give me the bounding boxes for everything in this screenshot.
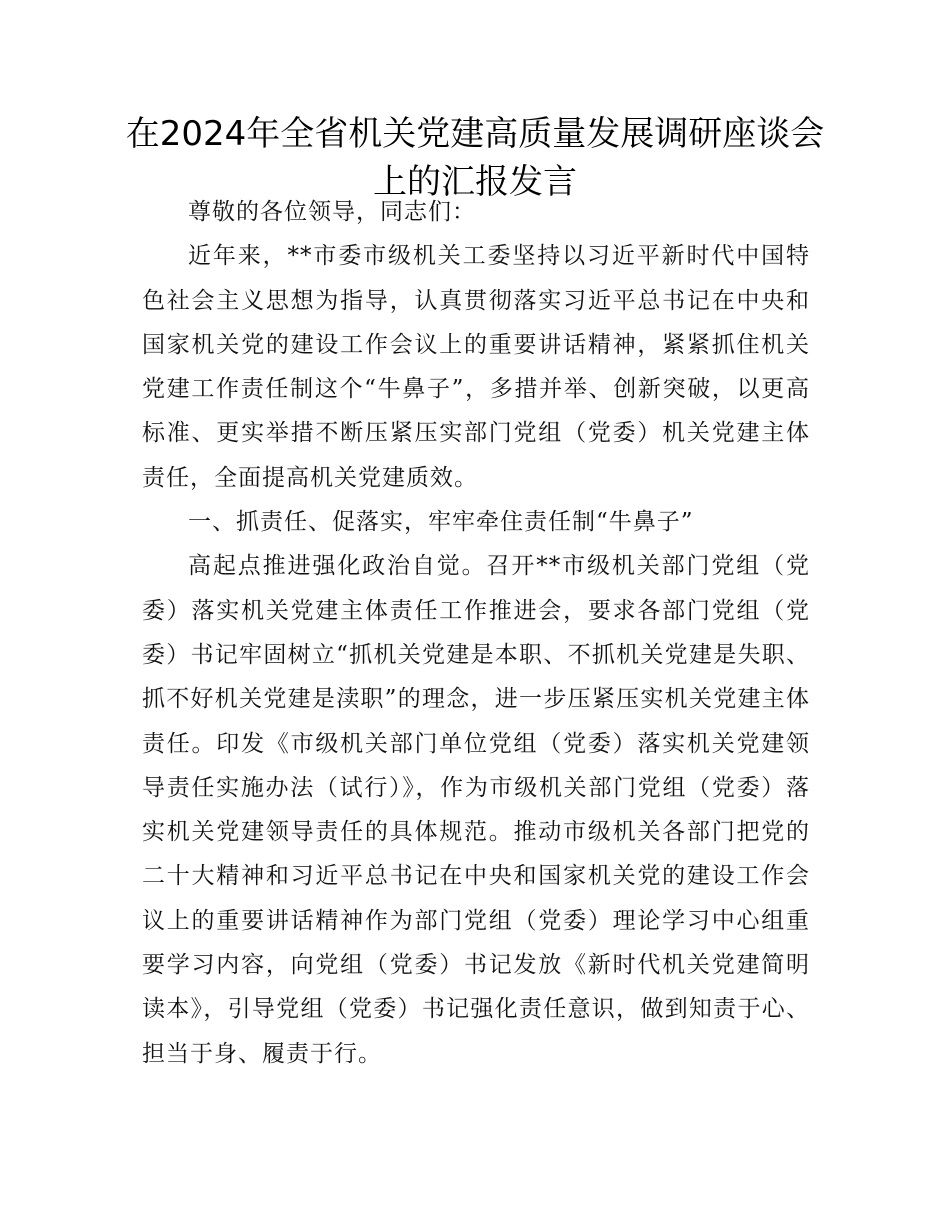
body-paragraph: 高起点推进强化政治自觉。召开**市级机关部门党组（党委）落实机关党建主体责任工作推进会，要求各部门党组（党委）书记牢固树立“抓机关党建是本职、不抓机关党建是失职、抓不好机关党建是渎职”的理念，进一步压紧压实机关党建主体责任。印发《市级机关部门单位党组（党委）落实机关党建领导责任实施办法（试行）》，作为市级机关部门党组（党委）落实机关党建领导责任的具体规范。推动市级机关各部门把党的二十大精神和习近平总书记在中央和国家机关党的建设工作会议上的重要讲话精神作为部门党组（党委）理论学习中心组重要学习内容，向党组（党委）书记发放《新时代机关党建简明读本》，引导党组（党委）书记强化责任意识，做到知责于心、担当于身、履责于行。 [142,553,810,1067]
section-heading: 一、抓责任、促落实，牢牢牵住责任制“牛鼻子” [188,509,694,536]
intro-paragraph: 近年来，**市委市级机关工委坚持以习近平新时代中国特色社会主义思想为指导，认真贯彻落实习近平总书记在中央和国家机关党的建设工作会议上的重要讲话精神，紧紧抓住机关党建工作责任制这个“牛鼻子”，多措并举、创新突破，以更高标准、更实举措不断压紧压实部门党组（党委）机关党建主体责任，全面提高机关党建质效。 [142,243,810,491]
salutation-paragraph: 尊敬的各位领导，同志们： [188,199,476,225]
document-body [142,190,810,1076]
document-title: 在2024年全省机关党建高质量发展调研座谈会上的汇报发言 [125,114,825,202]
